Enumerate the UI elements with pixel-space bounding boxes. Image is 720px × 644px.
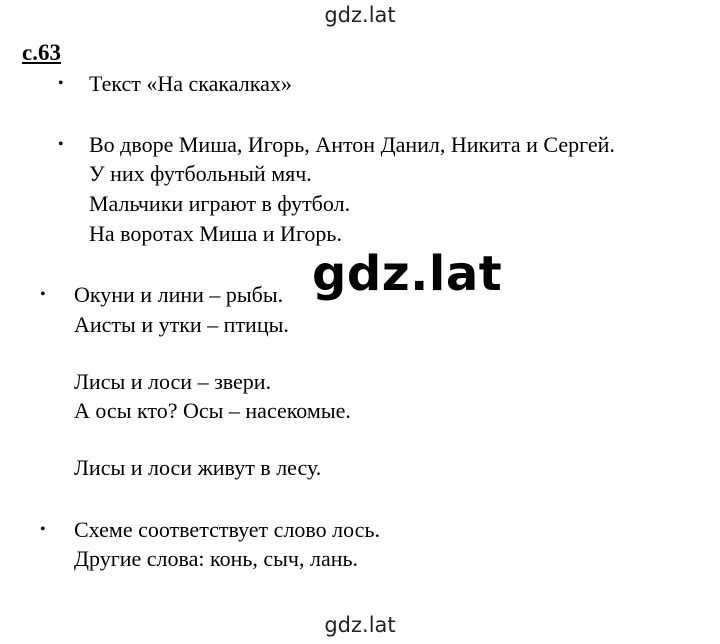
watermark-bottom: gdz.lat [324, 613, 396, 637]
list-item-3-line-1: Окуни и лини – рыбы. [74, 282, 284, 307]
bullet-icon: • [40, 286, 46, 303]
bullet-icon: • [40, 521, 46, 538]
watermark-top: gdz.lat [324, 3, 396, 27]
list-item-2-line-2: У них футбольный мяч. [89, 161, 312, 186]
list-item-2-line-1: Во дворе Миша, Игорь, Антон Данил, Никита и Сергей. [89, 132, 615, 157]
list-item-4-line-1: Схеме соответствует слово лось. [74, 517, 380, 542]
bullet-icon: • [58, 136, 64, 153]
list-item-4-line-2: Другие слова: конь, сыч, лань. [74, 546, 359, 571]
watermark-middle: gdz.lat [312, 246, 503, 302]
list-item-1-line-1: Текст «На скакалках» [89, 71, 292, 96]
page-number: с.63 [22, 40, 61, 65]
list-item-3-line-2: Аисты и утки – птицы. [74, 312, 289, 337]
list-item-3-line-3: Лисы и лоси – звери. [74, 369, 272, 394]
list-item-2-line-3: Мальчики играют в футбол. [89, 191, 351, 216]
list-item-2-line-4: На воротах Миша и Игорь. [89, 221, 342, 246]
list-item-3-line-4: А осы кто? Осы – насекомые. [74, 398, 351, 423]
bullet-icon: • [58, 75, 64, 92]
list-item-3-line-5: Лисы и лоси живут в лесу. [74, 455, 322, 480]
